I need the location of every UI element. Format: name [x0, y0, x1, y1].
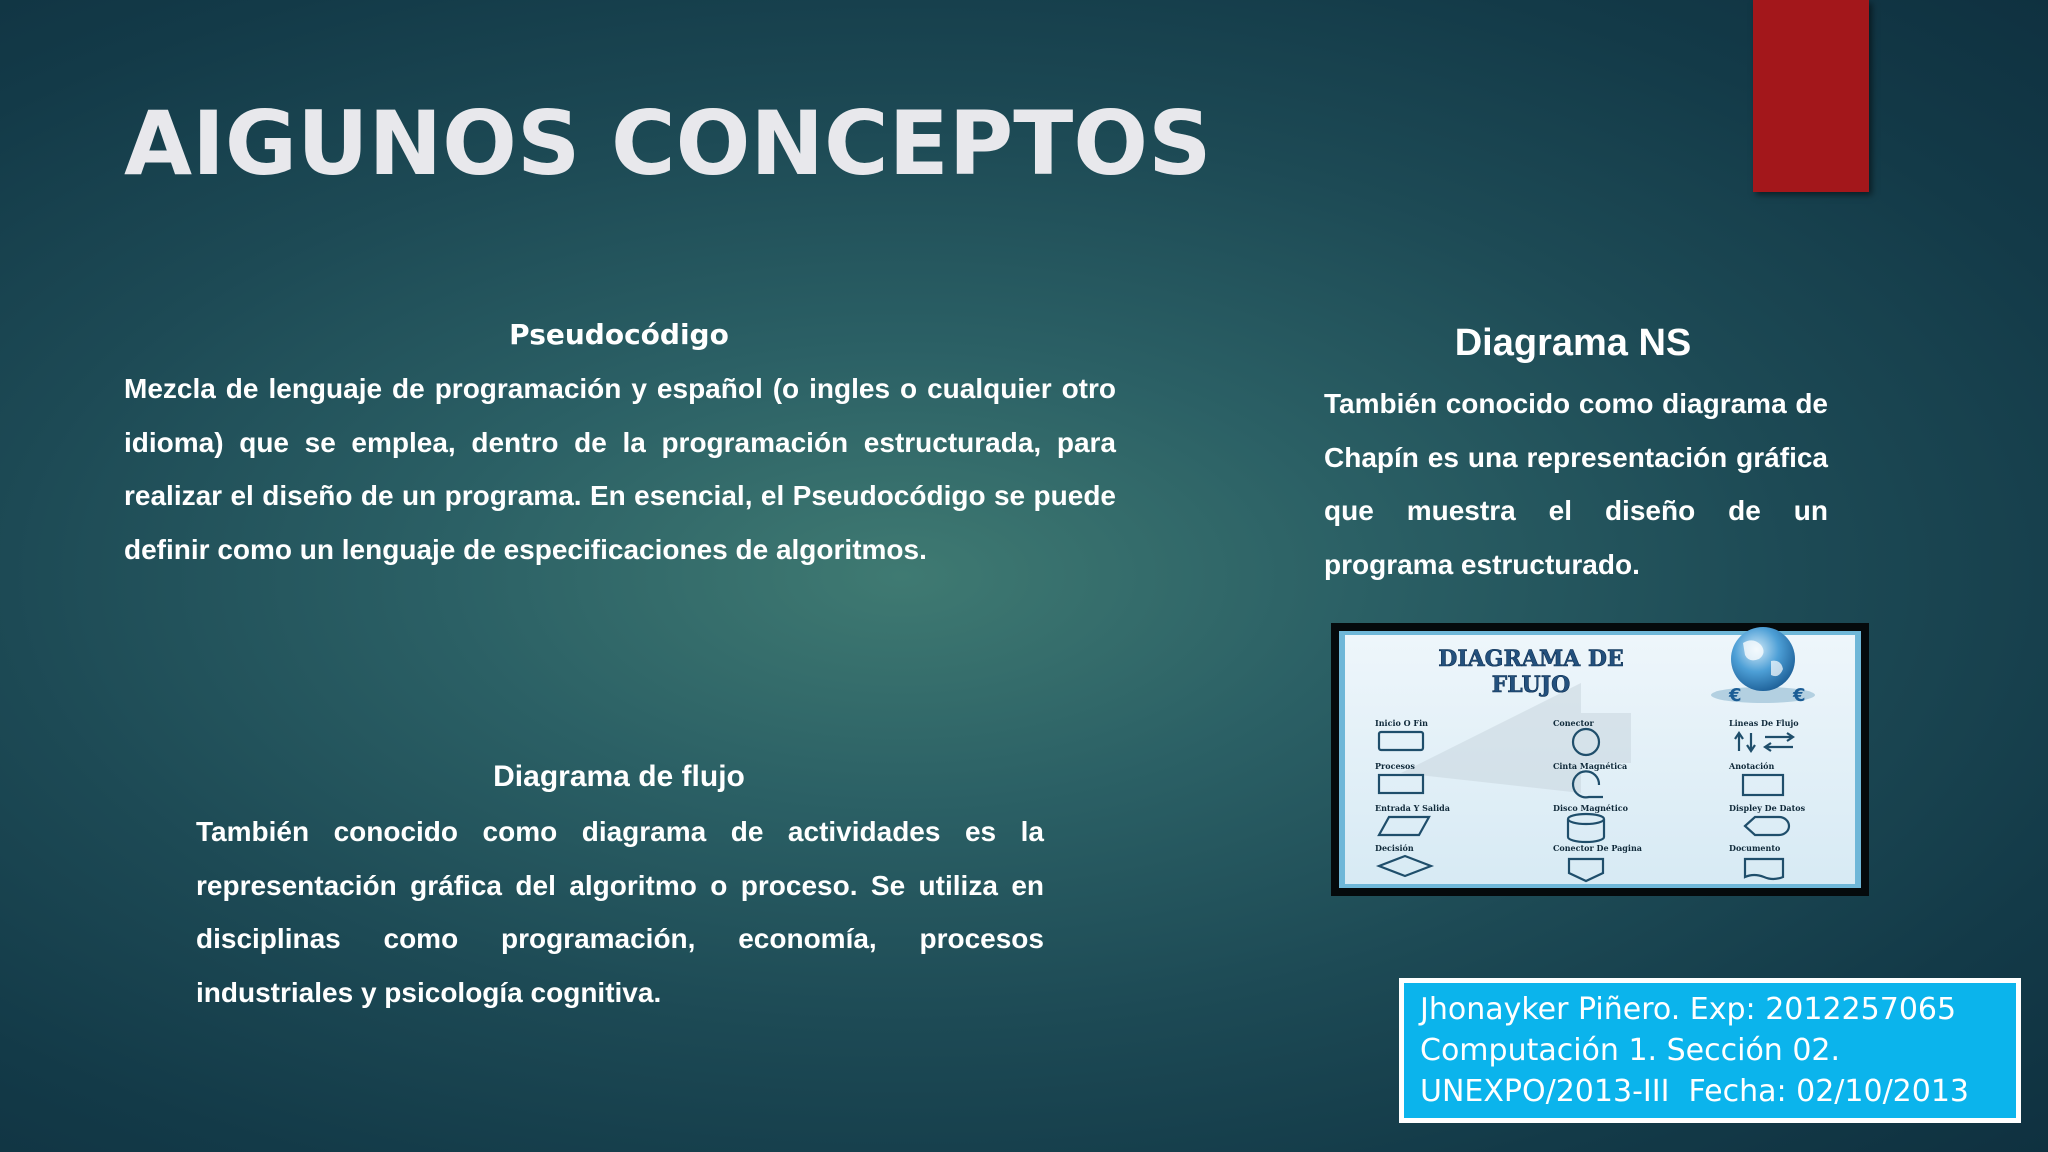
flowchart-symbols-image — [1331, 623, 1869, 896]
label-procesos: Procesos — [1375, 761, 1415, 771]
label-documento: Documento — [1729, 843, 1781, 853]
label-disco: Disco Magnético — [1553, 803, 1628, 813]
svg-text:€: € — [1729, 685, 1742, 706]
credit-course-line: Computación 1. Sección 02. — [1420, 1033, 1841, 1068]
label-lineas: Lineas De Flujo — [1729, 718, 1799, 728]
label-entrada: Entrada Y Salida — [1375, 803, 1450, 813]
slide-title: AIGUNOS CONCEPTOS — [124, 92, 1212, 195]
svg-text:€: € — [1793, 685, 1806, 706]
label-anotacion: Anotación — [1729, 761, 1775, 771]
ns-diagram-heading: Diagrama NS — [1454, 322, 1692, 364]
flowchart-heading: Diagrama de flujo — [493, 760, 745, 793]
label-cinta: Cinta Magnética — [1553, 761, 1628, 771]
label-inicio: Inicio O Fin — [1375, 718, 1428, 728]
label-decision: Decisión — [1375, 843, 1414, 853]
flow-image-title-1: DIAGRAMA DE — [1438, 646, 1624, 672]
author-credit-box — [1399, 978, 2021, 1123]
pseudocode-heading: Pseudocódigo — [509, 318, 729, 351]
red-accent-bar — [1753, 0, 1869, 192]
flow-image-title-2: FLUJO — [1491, 672, 1571, 698]
label-display: Displey De Datos — [1729, 803, 1806, 813]
label-conector-pagina: Conector De Pagina — [1553, 843, 1642, 853]
credit-date-line: UNEXPO/2013-III Fecha: 02/10/2013 — [1420, 1074, 1970, 1109]
label-conector: Conector — [1553, 718, 1594, 728]
credit-author-line: Jhonayker Piñero. Exp: 2012257065 — [1420, 992, 1957, 1027]
flowchart-body: También conocido como diagrama de actividades es la representación gráfica del algoritmo o proceso. Se utiliza en disciplinas como programación, economía, procesos industriales y psicología cognitiva. — [196, 816, 1044, 1008]
ns-diagram-body: También conocido como diagrama de Chapín es una representación gráfica que muestra el diseño de un programa estructurado. — [1324, 388, 1828, 580]
pseudocode-body: Mezcla de lenguaje de programación y español (o ingles o cualquier otro idioma) que se emplea, dentro de la programación estructurada, para realizar el diseño de un programa. En esencial, el Pseudocódigo se puede definir como un lenguaje de especificaciones de algoritmos. — [124, 373, 1116, 565]
